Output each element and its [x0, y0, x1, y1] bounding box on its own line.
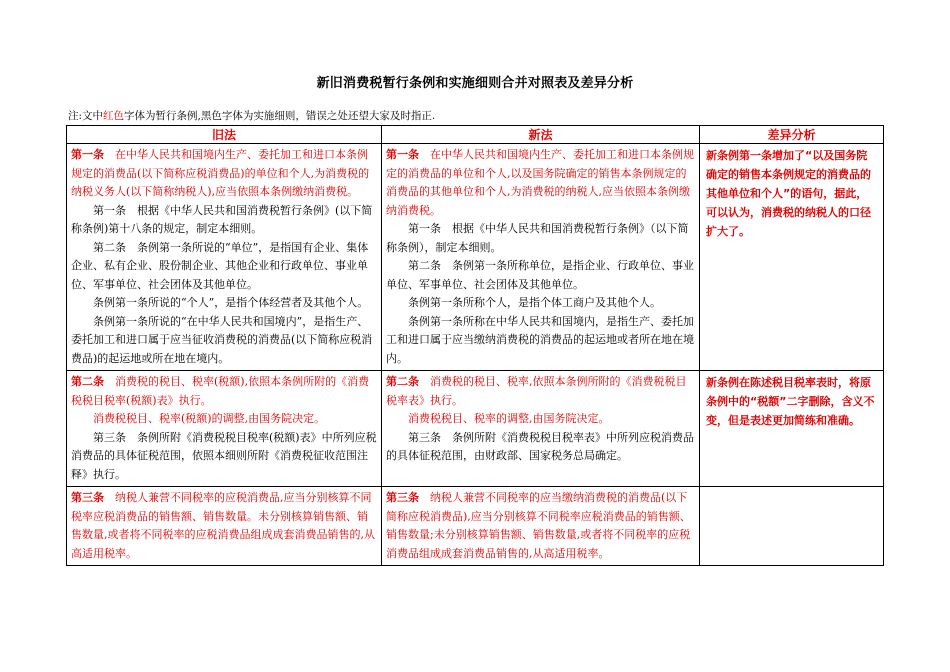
note — [68, 108, 435, 123]
rule-text: 条例第一条所称在中华人民共和国境内，是指生产、委托加工和进口属于应当缴纳消费税的消费品的起运地或者所在地在境内。 — [386, 314, 694, 365]
article-text: 在中华人民共和国境内生产、委托加工和进口本条例规定的消费品(以下简称应税消费品)的单位和个人,为消费税的纳税义务人(以下简称纳税人),应当依照本条例缴纳消费税。 — [71, 148, 370, 198]
rule-text: 条例第一条所说的“个人”，是指个体经营者及其他个人。 — [93, 296, 369, 309]
rule-text: 第二条 条例第一条所说的“单位”，是指国有企业、集体企业、私有企业、股份制企业、其他企业和行政单位、事业单位、军事单位、社会团体及其他单位。 — [71, 240, 369, 291]
old-law-cell — [67, 144, 382, 371]
old-law-cell — [67, 371, 382, 487]
article-text: 消费税税目、税率的调整,由国务院决定。 — [408, 412, 610, 425]
header-new-law: 新法 — [382, 126, 700, 144]
header-old-law: 旧法 — [67, 126, 382, 144]
page-title: 新旧消费税暂行条例和实施细则合并对照表及差异分析 — [316, 76, 634, 91]
article-text: 纳税人兼营不同税率的应税消费品,应当分别核算不同税率应税消费品的销售额、销售数量。未分别核算销售额、销售数量,或者将不同税率的应税消费品组成成套消费品销售的,从高适用税率。 — [71, 491, 375, 560]
article-text: 消费税的税目、税率(税额),依照本条例所附的《消费税税目税率(税额)表》执行。 — [71, 375, 370, 407]
old-law-cell — [67, 487, 382, 566]
article-label: 第二条 — [386, 375, 419, 388]
note-red-word: 红色 — [103, 110, 125, 122]
note-suffix: 字体为暂行条例,黑色字体为实施细则，错误之处还望大家及时指正. — [124, 110, 436, 122]
table-header-row — [67, 126, 884, 144]
article-label: 第三条 — [386, 491, 419, 504]
article-text: 消费税的税目、税率,依照本条例所附的《消费税税目税率表》执行。 — [386, 375, 687, 407]
difference-cell: 新条例第一条增加了“以及国务院确定的销售本条例规定的消费品的其他单位和个人”的语句，据此，可以认为，消费税的纳税人的口径扩大了。 — [700, 144, 884, 371]
article-text: 在中华人民共和国境内生产、委托加工和进口本条例规定的消费品的单位和个人,以及国务院确定的销售本条例规定的消费品的其他单位和个人,为消费税的纳税人,应当依照本条例缴纳消费税。 — [386, 148, 694, 217]
table-row — [67, 144, 884, 371]
table-row — [67, 487, 884, 566]
rule-text: 第一条 根据《中华人民共和国消费税暂行条例》(以下简称条例)第十八条的规定，制定本细则。 — [71, 203, 373, 235]
article-text: 消费税税目、税率(税额)的调整,由国务院决定。 — [93, 412, 326, 425]
rule-text: 条例第一条所说的“在中华人民共和国境内”，是指生产、委托加工和进口属于应当征收消费税的消费品(以下简称应税消费品)的起运地或所在地在境内。 — [71, 314, 373, 365]
new-law-cell — [382, 487, 700, 566]
article-text: 纳税人兼营不同税率的应当缴纳消费税的消费品(以下简称应税消费品),应当分别核算不同税率应税消费品的销售额、销售数量;未分别核算销售额、销售数量,或者将不同税率的应税消费品组成成套消费品销售的,从高适用税率。 — [386, 491, 691, 560]
rule-text: 第三条 条例所附《消费税税目税率表》中所列应税消费品的具体征税范围，由财政部、国家税务总局确定。 — [386, 430, 694, 462]
article-label: 第一条 — [386, 148, 419, 161]
new-law-cell — [382, 144, 700, 371]
difference-cell: 新条例在陈述税目税率表时，将原条例中的“税额”二字删除，含义不变，但是表述更加简练和准确。 — [700, 371, 884, 487]
rule-text: 第三条 条例所附《消费税税目税率(税额)表》中所列应税消费品的具体征税范围，依照本细则所附《消费税征收范围注释》执行。 — [71, 430, 377, 481]
article-label: 第一条 — [71, 148, 104, 161]
article-label: 第三条 — [71, 491, 104, 504]
new-law-cell — [382, 371, 700, 487]
rule-text: 条例第一条所称个人，是指个体工商户及其他个人。 — [408, 296, 661, 309]
header-difference-analysis: 差异分析 — [700, 126, 884, 144]
note-prefix: 注:文中 — [68, 110, 104, 122]
difference-cell — [700, 487, 884, 566]
table-row — [67, 371, 884, 487]
rule-text: 第一条 根据《中华人民共和国消费税暂行条例》（以下简称条例），制定本细则。 — [386, 222, 689, 254]
article-label: 第二条 — [71, 375, 104, 388]
rule-text: 第二条 条例第一条所称单位，是指企业、行政单位、事业单位、军事单位、社会团体及其他单位。 — [386, 259, 694, 291]
comparison-table — [66, 125, 884, 566]
